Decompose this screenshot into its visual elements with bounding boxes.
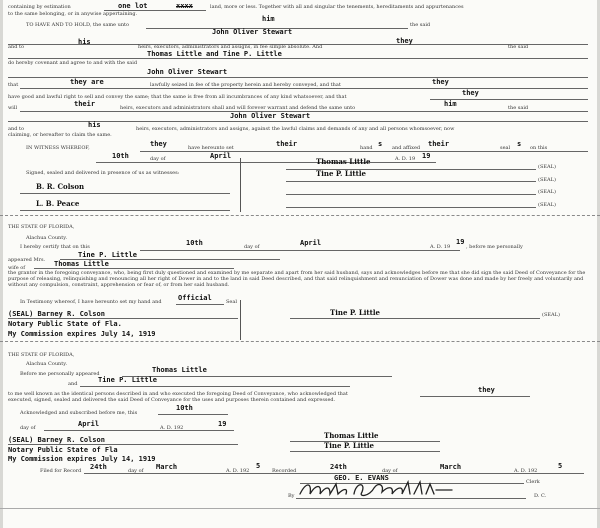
signer-2-signature: Tine P. Little	[316, 169, 366, 178]
day-of-label: day of	[150, 156, 166, 162]
deed-month: April	[210, 152, 232, 160]
seal-mark: (SEAL)	[542, 312, 560, 318]
seal-mark: (SEAL)	[538, 177, 556, 183]
notary-seal-name-2: (SEAL) Barney R. Colson	[8, 436, 105, 444]
covenant-text: do hereby covenant and agree to and with the said	[8, 60, 138, 66]
wife-of-label: wife of	[8, 265, 26, 271]
witness-their-2: their	[428, 140, 450, 148]
signature-line	[286, 181, 536, 182]
and-to-label: and to	[8, 126, 25, 132]
before-me-text: , before me personally	[466, 244, 523, 250]
fill-line	[20, 88, 588, 89]
page-edge-left	[0, 0, 3, 528]
state-heading: THE STATE OF FLORIDA,	[8, 224, 75, 230]
fill-line	[80, 386, 350, 387]
estimation-value: one lot	[118, 2, 148, 10]
estimation-struck: xxxx	[176, 2, 193, 10]
day-of-label: day of	[20, 425, 36, 431]
seal-plural: s	[517, 140, 522, 148]
fill-line	[296, 498, 526, 499]
ack1-year: 19	[456, 238, 465, 246]
seal-mark: (SEAL)	[538, 164, 556, 170]
state-heading-2: THE STATE OF FLORIDA,	[8, 352, 75, 358]
section-divider	[0, 341, 600, 342]
heirs-pronoun: his	[78, 38, 91, 46]
assigns-text: heirs, executors, administrators and assigns, against the lawful claims and demands of any and all persons whomsoever, now	[136, 126, 455, 132]
seal-mark: (SEAL)	[538, 189, 556, 195]
signature-line	[286, 194, 536, 195]
appeared-text: Before me personally appeared	[20, 371, 100, 377]
ad-label: A. D. 19	[430, 244, 451, 250]
right-text: have good and lawful right to sell and convey the same; that the same is free from all incumbrances of any kind whatsoever, and that	[8, 94, 347, 100]
will-label: will	[8, 105, 18, 111]
right-they: they	[462, 89, 479, 97]
recorded-year: 5	[558, 462, 563, 470]
assigns-text-2: claiming, or hereafter to claim the same.	[8, 132, 112, 138]
fill-line	[176, 304, 224, 305]
hand-label: hand	[360, 145, 373, 151]
heirs-text: heirs, executors, administrators and assigns, in fee simple absolute. And	[138, 44, 323, 50]
notary-title: Notary Public State of Fla.	[8, 320, 122, 328]
ack1-day: 10th	[186, 239, 203, 247]
seized-text: lawfully seized in fee of the property herein and hereby conveyed, and that	[150, 82, 341, 88]
appurtenances-text: to the same belonging, or in anywise appertaining.	[8, 11, 138, 17]
fill-line	[96, 162, 436, 163]
grantors-names: Thomas Little and Tine P. Little	[147, 50, 282, 58]
signature-line	[290, 318, 540, 319]
grantee-name-2: John Oliver Stewart	[147, 68, 228, 76]
notary-seal-name: (SEAL) Barney R. Colson	[8, 310, 105, 318]
deed-day: 10th	[112, 152, 129, 160]
notary-title-2: Notary Public State of Fla	[8, 446, 118, 454]
fill-line	[8, 58, 588, 59]
ack2-signer-1: Thomas Little	[324, 431, 379, 440]
witness-divider	[240, 158, 241, 212]
grantee-name-3: John Oliver Stewart	[230, 112, 311, 120]
ack1-appeared-name: Tine P. Little	[78, 251, 138, 259]
executed-text: executed, signed, sealed and delivered the said Deed of Conveyance for the uses and purposes therein contained and expressed.	[8, 397, 336, 403]
estimation-label: containing by estimation	[8, 4, 71, 10]
ad-label: A. D. 192	[160, 425, 184, 431]
the-said-label: the said	[508, 44, 529, 50]
on-this-label: on this	[530, 145, 548, 151]
assigns-his: his	[88, 121, 101, 129]
ack2-day: 10th	[176, 404, 193, 412]
filed-month: March	[156, 463, 178, 471]
they-are-value: they are	[70, 78, 104, 86]
seal-label: seal	[500, 145, 511, 151]
signature-line	[20, 193, 230, 194]
notary-commission-2: My Commission expires July 14, 1919	[8, 455, 156, 463]
day-of-label: day of	[128, 468, 144, 474]
fill-line	[34, 268, 234, 269]
hand-plural: s	[378, 140, 383, 148]
section-divider	[0, 215, 600, 216]
recorded-label: Recorded	[272, 468, 297, 474]
recorded-month: March	[440, 463, 462, 471]
that-label: that	[8, 82, 19, 88]
filed-year: 5	[256, 462, 261, 470]
ack2-they: they	[478, 386, 495, 394]
ack2-year: 19	[218, 420, 227, 428]
certify-text: I hereby certify that on this	[20, 244, 90, 250]
testimony-text: In Testimony whereof, I have hereunto set my hand and	[20, 299, 162, 305]
day-of-label: day of	[244, 244, 260, 250]
warrant-their: their	[74, 100, 96, 108]
notary-commission: My Commission expires July 14, 1919	[8, 330, 156, 338]
ack1-signer-signature: Tine P. Little	[330, 308, 380, 317]
page-bottom-rule	[0, 508, 600, 509]
seal-word: Seal	[226, 299, 237, 305]
ad-label: A. D. 19	[395, 156, 416, 162]
recorded-day: 24th	[330, 463, 347, 471]
witness-their: their	[276, 140, 298, 148]
witness-they: they	[150, 140, 167, 148]
witness-1-signature: B. R. Colson	[36, 182, 85, 191]
filed-day: 24th	[90, 463, 107, 471]
the-said-label: the said	[410, 22, 431, 28]
fill-line	[122, 376, 392, 377]
county-label: Alachua County.	[26, 235, 68, 241]
ad-label: A. D. 192	[514, 468, 538, 474]
warrant-him: him	[444, 100, 457, 108]
witness-2-signature: L. B. Peace	[36, 199, 80, 208]
the-said-label: the said	[508, 105, 529, 111]
fill-line	[140, 151, 588, 152]
and-label: and	[68, 381, 78, 387]
ack2-month: April	[78, 420, 100, 428]
estimation-rest: land, more or less. Together with all and singular the tenements, hereditaments and appurtenances	[210, 4, 464, 10]
habendum-value: him	[262, 15, 275, 23]
deed-year: 19	[422, 152, 431, 160]
signed-sealed-text: Signed, sealed and delivered in presence of us as witnesses:	[26, 170, 180, 176]
official-value: Official	[178, 294, 212, 302]
notary-divider	[240, 300, 241, 340]
clerk-label: Clerk	[526, 479, 540, 485]
ack2-appeared-1: Thomas Little	[152, 366, 207, 374]
fill-line	[44, 430, 234, 431]
seal-mark: (SEAL)	[538, 202, 556, 208]
witness-text: have hereunto set	[188, 145, 234, 151]
subscribed-text: Acknowledged and subscribed before me, this	[20, 410, 138, 416]
by-label: By	[288, 493, 295, 499]
deputy-clerk-signature-scrawl	[296, 478, 456, 500]
fill-line	[420, 396, 530, 397]
ack1-month: April	[300, 239, 322, 247]
ack1-husband-name: Thomas Little	[54, 260, 109, 268]
deputy-clerk-label: D. C.	[534, 493, 547, 499]
clerk-name: GEO. E. EVANS	[334, 474, 389, 482]
heirs-they: they	[396, 37, 413, 45]
seized-they: they	[432, 78, 449, 86]
signature-line	[286, 207, 536, 208]
dower-paragraph: the grantor in the foregoing conveyance, who, being first duly questioned and examined by me separate and apart from her said husband, says and acknowledges before me that she did sign the said Deed of Conveyance for the purpose of releasing, relinquishing and renouncing all her right of Dower in and to the land in said Deed described, and that said relinquishment and renunciation of Dower was done and made by her freely and voluntarily and without any compulsion, constraint, apprehension or fear of, or from her said husband.	[8, 270, 586, 288]
filed-label: Filed for Record	[40, 468, 82, 474]
grantee-name: John Oliver Stewart	[212, 28, 293, 36]
fill-line	[8, 318, 238, 319]
day-of-label: day of	[382, 468, 398, 474]
witness-whereof-label: IN WITNESS WHEREOF,	[26, 145, 90, 151]
habendum-label: TO HAVE AND TO HOLD, the same unto	[26, 22, 130, 28]
warrant-text: heirs, executors and administrators shall and will forever warrant and defend the same unto	[120, 105, 356, 111]
and-to-label: and to	[8, 44, 25, 50]
ad-label: A. D. 192	[226, 468, 250, 474]
fill-line	[8, 444, 238, 445]
signer-1-signature: Thomas Little	[316, 157, 371, 166]
ack2-appeared-2: Tine P. Little	[98, 376, 158, 384]
signature-line	[20, 210, 230, 211]
appeared-label: appeared Mrs.	[8, 257, 46, 263]
identity-text: to me well known as the identical persons described in and who executed the foregoing Deed of Conveyance, who acknowledged that	[8, 391, 348, 397]
fill-line	[140, 250, 460, 251]
county-label-2: Alachua County.	[26, 361, 68, 367]
affixed-label: and affixed	[392, 145, 421, 151]
fill-line	[158, 414, 228, 415]
ack2-signer-2: Tine P. Little	[324, 441, 374, 450]
signature-line	[290, 451, 440, 452]
